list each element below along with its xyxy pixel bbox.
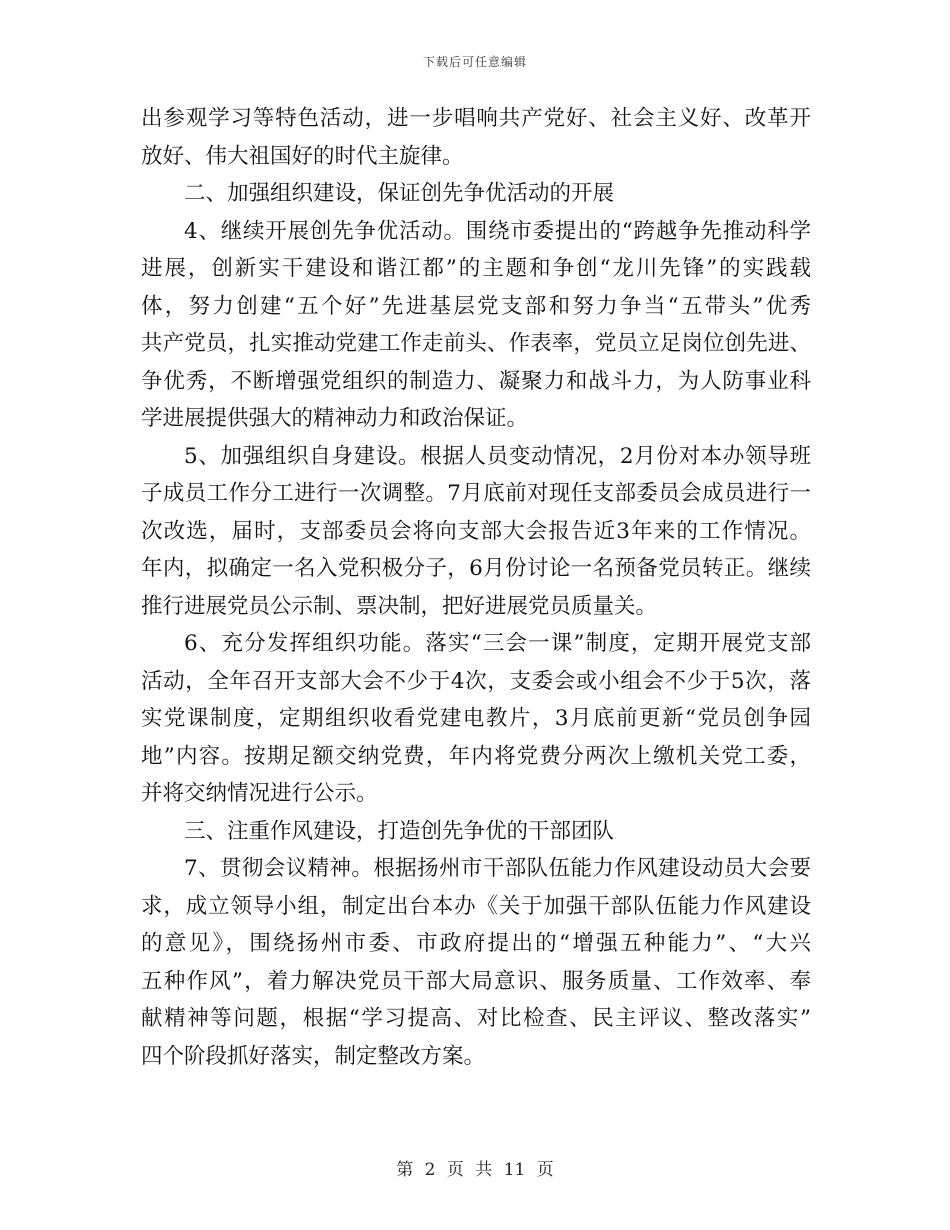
page-footer: 第 2 页 共 11 页 <box>396 1160 554 1180</box>
text-line: 三、注重作风建设，打造创先争优的干部团队 <box>184 818 615 844</box>
text-line: 地”内容。按期足额交纳党费，年内将党费分两次上缴机关党工委， <box>141 743 811 769</box>
section-heading <box>141 175 811 213</box>
text-line: 五种作风”，着力解决党员干部大局意识、服务质量、工作效率、奉 <box>141 968 811 994</box>
text-line: 进展，创新实干建设和谐江都”的主题和争创“龙川先锋”的实践载 <box>141 256 811 281</box>
text-line: 学进展提供强大的精神动力和政治保证。 <box>141 406 529 431</box>
text-line: 求，成立领导小组，制定出台本办《关于加强干部队伍能力作风建设 <box>141 893 811 919</box>
document-body <box>141 100 811 1075</box>
text-line: 出参观学习等特色活动，进一步唱响共产党好、社会主义好、改革开 <box>141 106 811 131</box>
text-line: 次改选，届时，支部委员会将向支部大会报告近3年来的工作情况。 <box>141 518 811 544</box>
text-line: 年内，拟确定一名入党积极分子，6月份讨论一名预备党员转正。继续 <box>141 556 811 581</box>
text-line: 实党课制度，定期组织收看党建电教片，3月底前更新“党员创争园 <box>141 706 811 731</box>
text-line: 争优秀，不断增强党组织的制造力、凝聚力和战斗力，为人防事业科 <box>141 368 811 394</box>
section-heading <box>141 813 811 851</box>
text-line: 子成员工作分工进行一次调整。7月底前对现任支部委员会成员进行一 <box>141 481 811 506</box>
paragraph <box>141 850 811 1075</box>
text-line: 二、加强组织建设，保证创先争优活动的开展 <box>184 181 615 206</box>
paragraph <box>141 625 811 813</box>
text-line: 7、贯彻会议精神。根据扬州市干部队伍能力作风建设动员大会要 <box>184 856 811 881</box>
page-header: 下载后可任意编辑 <box>422 55 527 69</box>
paragraph <box>141 438 811 626</box>
text-line: 共产党员，扎实推动党建工作走前头、作表率，党员立足岗位创先进、 <box>141 331 811 356</box>
text-line: 活动，全年召开支部大会不少于4次，支委会或小组会不少于5次，落 <box>141 668 811 694</box>
text-line: 的意见》，围绕扬州市委、市政府提出的“增强五种能力”、“大兴 <box>141 931 811 956</box>
text-line: 5、加强组织自身建设。根据人员变动情况，2月份对本办领导班 <box>184 443 811 469</box>
text-line: 四个阶段抓好落实，制定整改方案。 <box>141 1043 486 1069</box>
text-line: 体，努力创建“五个好”先进基层党支部和努力争当“五带头”优秀 <box>141 293 811 319</box>
text-line: 献精神等问题，根据“学习提高、对比检查、民主评议、整改落实” <box>141 1006 811 1031</box>
text-line: 并将交纳情况进行公示。 <box>141 781 378 806</box>
text-line: 6、充分发挥组织功能。落实“三会一课”制度，定期开展党支部 <box>184 631 811 656</box>
text-line: 4、继续开展创先争优活动。围绕市委提出的“跨越争先推动科学 <box>184 218 811 244</box>
text-line: 放好、伟大祖国好的时代主旋律。 <box>141 143 464 169</box>
paragraph <box>141 213 811 438</box>
paragraph <box>141 100 811 175</box>
text-line: 推行进展党员公示制、票决制，把好进展党员质量关。 <box>141 593 658 619</box>
